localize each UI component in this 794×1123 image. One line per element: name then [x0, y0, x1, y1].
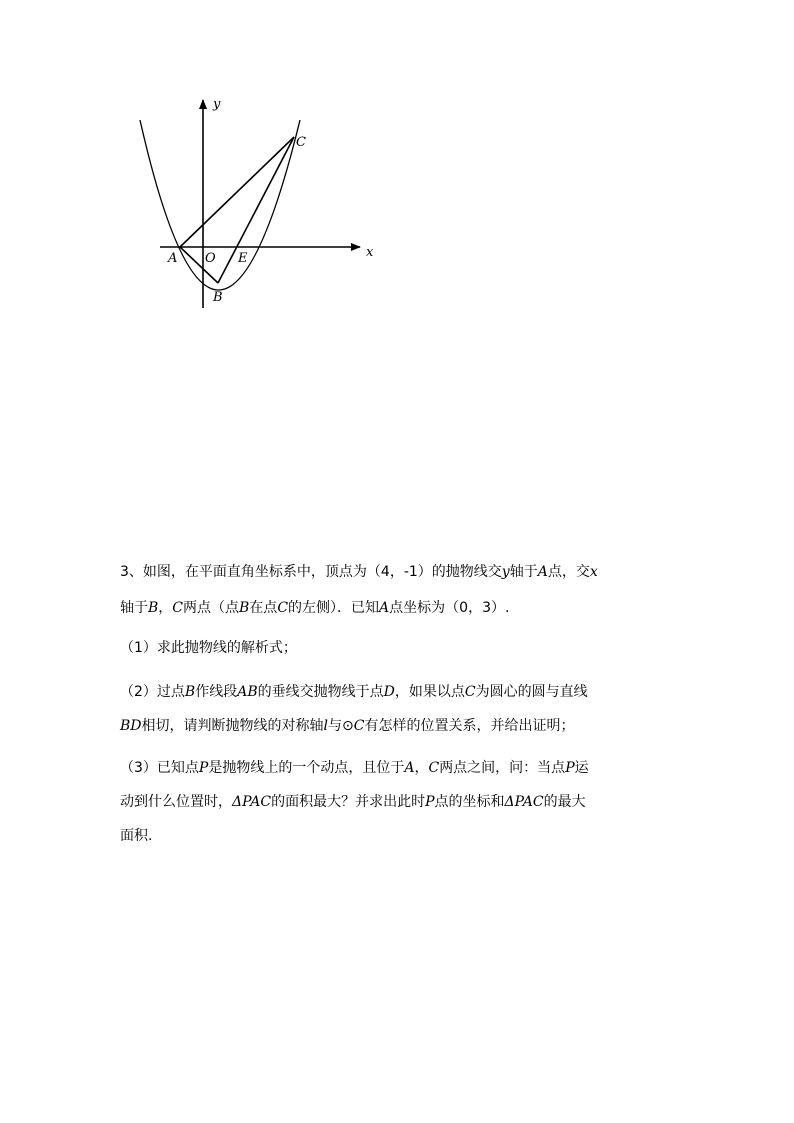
- math-b: B: [148, 600, 159, 616]
- math-d: D: [383, 684, 395, 700]
- text: ，如果以点: [394, 684, 465, 700]
- text: 面积.: [120, 828, 153, 844]
- math-b: B: [184, 684, 196, 700]
- figure-svg: [130, 90, 390, 320]
- text: （3）已知点: [120, 760, 199, 776]
- text: 的左侧）．已知: [288, 600, 380, 616]
- math-a: A: [537, 564, 548, 580]
- label-a: A: [168, 251, 178, 266]
- math-c: C: [353, 718, 365, 734]
- problem-line-8: [120, 826, 680, 846]
- text: ，: [414, 760, 429, 776]
- parabola-figure: [130, 90, 390, 320]
- text: 为圆心的圆与直线: [475, 684, 588, 700]
- text: （1）求此抛物线的解析式；: [120, 640, 297, 656]
- text: 点的坐标和: [434, 794, 505, 810]
- math-pac: ΔPAC: [232, 794, 272, 810]
- math-c: C: [428, 760, 440, 776]
- label-x: x: [366, 245, 374, 260]
- label-o: O: [205, 251, 216, 266]
- problem-line-3: [120, 638, 680, 658]
- math-y: y: [501, 564, 510, 580]
- math-bd: BD: [120, 718, 142, 734]
- text: 有怎样的位置关系，并给出证明；: [364, 718, 575, 734]
- text: 是抛物线上的一个动点，且位于: [208, 760, 405, 776]
- text: （2）过点: [120, 684, 185, 700]
- math-c: C: [172, 600, 184, 616]
- problem-line-6: [120, 758, 680, 778]
- text: 轴于: [120, 600, 148, 616]
- problem-line-4: [120, 682, 680, 702]
- parabola-curve: [140, 120, 300, 290]
- text: 点，交: [547, 564, 590, 580]
- text: 在点: [249, 600, 278, 616]
- text: 轴于: [509, 564, 538, 580]
- math-p: P: [565, 760, 575, 776]
- label-e: E: [238, 251, 248, 266]
- text: 的最大: [543, 794, 586, 810]
- segment-bc: [218, 137, 294, 283]
- text: 两点之间，问：当点: [439, 760, 566, 776]
- problem-line-5: [120, 716, 680, 736]
- math-c: C: [464, 684, 476, 700]
- text: 与⊙: [328, 718, 354, 734]
- math-ab: AB: [237, 684, 258, 700]
- text: 动到什么位置时，: [120, 794, 232, 810]
- math-b: B: [239, 600, 250, 616]
- math-pac: ΔPAC: [504, 794, 544, 810]
- text: 的垂线交抛物线于点: [257, 684, 384, 700]
- math-p: P: [425, 794, 435, 810]
- segment-ac: [180, 137, 294, 247]
- problem-line-7: [120, 792, 680, 812]
- math-a: A: [379, 600, 390, 616]
- label-c: C: [296, 135, 306, 150]
- label-y: y: [213, 97, 221, 112]
- text: 两点（点: [183, 600, 240, 616]
- text: 运: [574, 760, 589, 776]
- text: ，: [158, 600, 173, 616]
- math-x: x: [589, 564, 598, 580]
- text: 相切，请判断抛物线的对称轴: [141, 718, 324, 734]
- text: 作线段: [195, 684, 238, 700]
- math-p: P: [198, 760, 209, 776]
- text: 的面积最大？并求出此时: [271, 794, 426, 810]
- math-l: l: [323, 718, 328, 734]
- problem-line-1: [120, 562, 680, 582]
- math-c: C: [277, 600, 289, 616]
- text: 点坐标为（0，3）.: [389, 600, 510, 616]
- math-a: A: [404, 760, 415, 776]
- problem-line-2: [120, 598, 680, 618]
- label-b: B: [213, 290, 223, 305]
- text: 3、如图，在平面直角坐标系中，顶点为（4，-1）的抛物线交: [120, 564, 502, 580]
